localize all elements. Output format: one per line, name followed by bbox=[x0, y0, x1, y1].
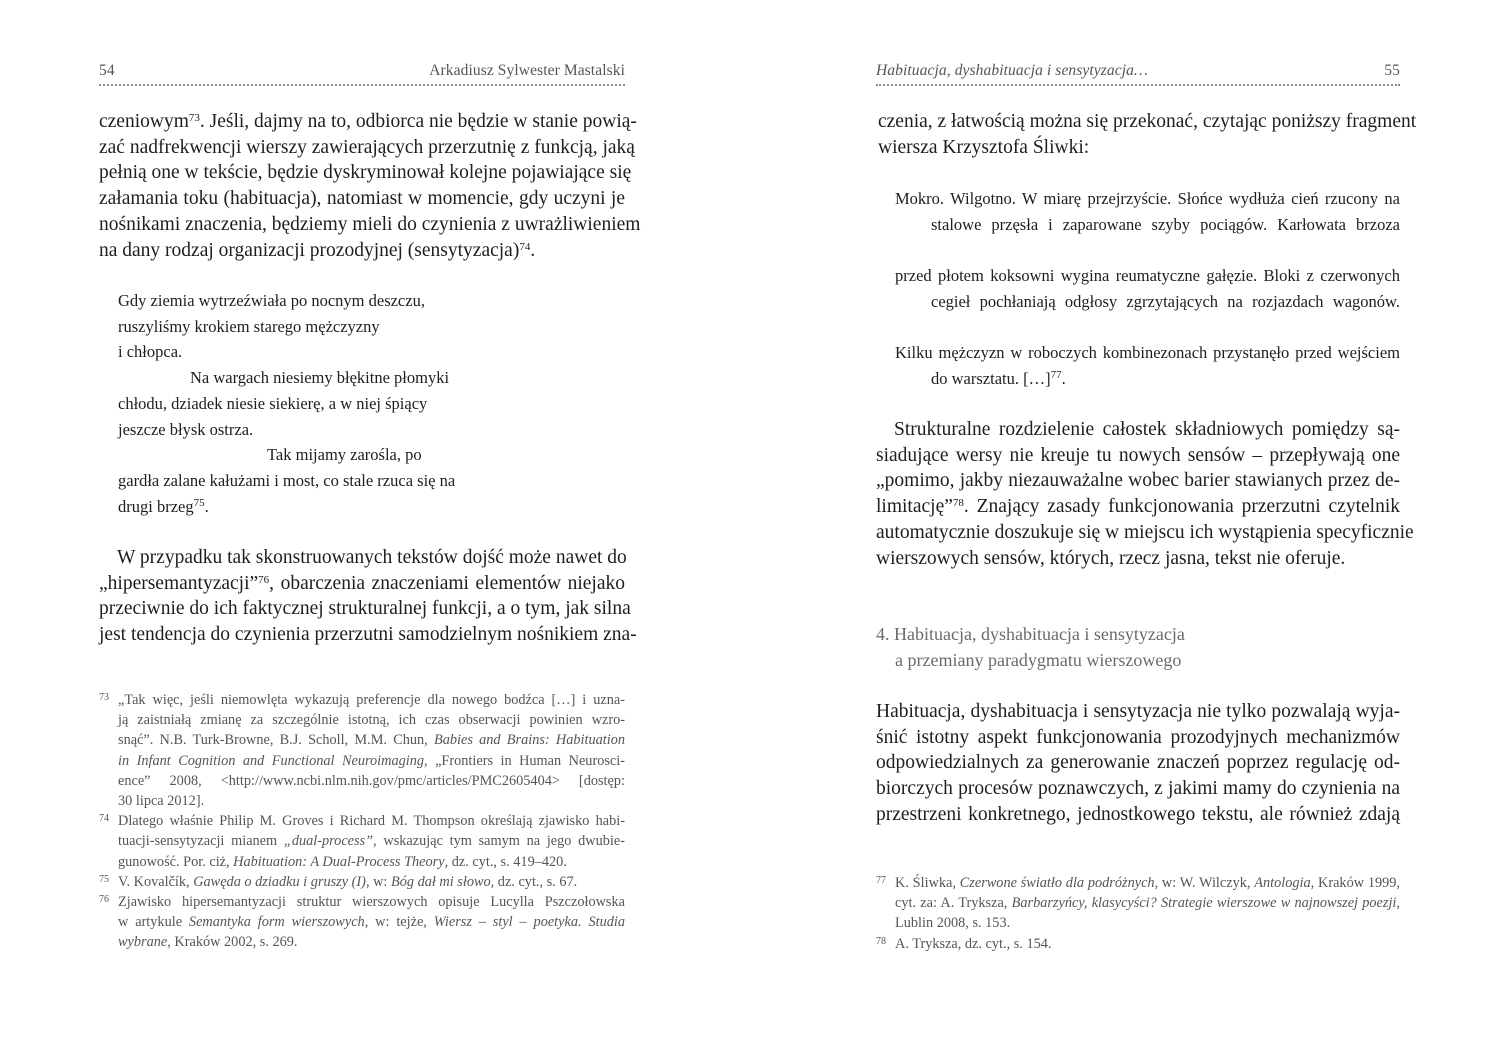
footnote-ref: 76 bbox=[258, 573, 270, 586]
text-line: automatycznie doszukuje się w miejscu ich wystąpienia specyficznie bbox=[876, 521, 1414, 543]
verse-quote bbox=[895, 186, 1400, 417]
footnote-ref: 78 bbox=[952, 497, 964, 510]
poem-line: Gdy ziemia wytrzeźwiała po nocnym deszczu, bbox=[118, 291, 425, 310]
page-number: 55 bbox=[1384, 62, 1400, 79]
verse-stanza: przed płotem koksowni wygina reumatyczne gałęzie. Bloki z czerwonych cegieł pochłaniają odgłosy zgrzytających na rozjazdach wagonów. bbox=[895, 266, 1400, 311]
footnote-ref: 77 bbox=[1050, 368, 1062, 381]
text-line: czenia, z łatwością można się przekonać, czytając poniższy fragment bbox=[878, 111, 1417, 132]
footnote-78: 78 A. Tryksza, dz. cyt., s. 154. bbox=[876, 935, 1052, 952]
text-line: zać nadfrekwencji wierszy zawierających przerzutnię z funkcją, jaką bbox=[99, 136, 635, 158]
paragraph-2 bbox=[876, 417, 1414, 571]
text-line: limitację”$^{78}$. Znający zasady funkcjonowania przerzutni czytelnik bbox=[876, 496, 1400, 518]
verse-stanza: Mokro. Wilgotno. W miarę przejrzyście. Słońce wydłuża cień rzucony na stalowe przęsła i zaparowane szyby pociągów. Karłowata brzoza bbox=[895, 189, 1400, 234]
left-page bbox=[99, 0, 641, 1058]
footnotes-left bbox=[99, 690, 625, 953]
right-page bbox=[876, 0, 1417, 1058]
poem-line: Na wargach niesiemy błękitne płomyki bbox=[190, 368, 450, 388]
text-line: pełnią one w tekście, będzie dyskryminował kolejne pojawiające się bbox=[99, 162, 632, 184]
text-line: siadujące wersy nie kreuje tu nowych sensów – przepływają one bbox=[876, 444, 1400, 466]
footnote-77: 77 K. Śliwka, Czerwone światło dla podróżnych, w: W. Wilczyk, Antologia, Kraków 1999, cyt. za: A. Tryksza, Barbarzyńcy, klasycyści? Strategie wierszowe w najnowszej poezji, Lublin 2008, s. 153. bbox=[876, 875, 1400, 932]
poem-line: jeszcze błysk ostrza. bbox=[118, 419, 254, 439]
text-line: „pomimo, jakby niezauważalne wobec barier stawianych przez de- bbox=[876, 470, 1400, 492]
text-line: Habituacja, dyshabituacja i sensytyzacja nie tylko pozwalają wyja- bbox=[876, 701, 1400, 722]
text-line: przeciwnie do ich faktycznej strukturalnej funkcji, a o tym, jak silna bbox=[99, 598, 631, 620]
footnote-73: 73 „Tak więc, jeśli niemowlęta wykazują preferencje dla nowego bodźca […] i uzna- ją zaistniałą zmianę za szczególnie istotną, ich czas obserwacji powinien wzro- snąć”. N.B. Turk-Browne, B.J. Scholl, M.M. Chun, Babies and Brains: Habituation in Infant Cognition and Functional Neuroimaging, „Frontiers in Human Neurosci- ence” 2008, <http://www.ncbi.nlm.nih.gov/pmc/articles/PMC2605404> [dostęp: 30 lipca 2012]. bbox=[99, 692, 625, 810]
running-title: Habituacja, dyshabituacja i sensytyzacja… bbox=[876, 62, 1148, 79]
paragraph-1 bbox=[876, 109, 1417, 160]
paragraph-3 bbox=[876, 699, 1400, 828]
footnote-75: 75 V. Kovalčík, Gawęda o dziadku i gruszy (I), w: Bóg dał mi słowo, dz. cyt., s. 67. bbox=[99, 873, 578, 890]
poem-line: i chłopca. bbox=[118, 342, 183, 362]
page-number: 54 bbox=[99, 62, 115, 79]
running-head-right bbox=[876, 62, 1400, 86]
footnote-ref: 73 bbox=[188, 112, 200, 124]
text-line: wiersza Krzysztofa Śliwki: bbox=[878, 136, 1090, 158]
text-line: biorczych procesów poznawczych, z jakimi mamy do czynienia na bbox=[876, 778, 1400, 800]
paragraph-2 bbox=[99, 545, 637, 648]
text-line: Strukturalne rozdzielenie całostek składniowych pomiędzy są- bbox=[894, 419, 1400, 440]
text-line: W przypadku tak skonstruowanych tekstów dojść może nawet do bbox=[117, 547, 627, 568]
poem-line: gardła zalane kałużami i most, co stale rzuca się na bbox=[118, 470, 456, 490]
footnote-76: 76 Zjawisko hipersemantyzacji struktur wierszowych opisuje Lucylla Pszczołowska w artykule Semantyka form wierszowych, w: tejże, Wiersz – styl – poetyka. Studia wybrane, Kraków 2002, s. 269. bbox=[99, 894, 625, 951]
text-line: jest tendencja do czynienia przerzutni samodzielnym nośnikiem zna- bbox=[99, 624, 637, 646]
text-line: przestrzeni konkretnego, jednostkowego tekstu, ale również zdają bbox=[876, 803, 1400, 825]
text-line: czeniowym$^{73}$. Jeśli, dajmy na to, odbiorca nie będzie w stanie powią- bbox=[99, 111, 637, 132]
poem-line: chłodu, dziadek niesie siekierę, a w niej śpiący bbox=[118, 393, 428, 413]
running-head-left bbox=[99, 62, 625, 86]
paragraph-1 bbox=[99, 109, 641, 263]
text-line: odpowiedzialnych za generowanie znaczeń poprzez regulację od- bbox=[876, 752, 1400, 774]
poem-line: ruszyliśmy krokiem starego mężczyzny bbox=[118, 316, 380, 336]
footnotes-right bbox=[876, 873, 1400, 954]
text-line: nośnikami znaczenia, będziemy mieli do czynienia z uwrażliwieniem bbox=[99, 213, 641, 235]
text-line: na dany rodzaj organizacji prozodyjnej (sensytyzacja)$^{74}$. bbox=[99, 239, 536, 261]
text-line: śnić istotny aspekt funkcjonowania prozodyjnych mechanizmów bbox=[876, 726, 1400, 748]
poem-quote bbox=[118, 288, 625, 519]
footnote-ref: 75 bbox=[193, 496, 205, 509]
poem-line: drugi brzeg$^{75}$. bbox=[118, 496, 209, 516]
footnote-74: 74 Dlatego właśnie Philip M. Groves i Richard M. Thompson określają zjawisko habi- tuacji-sensytyzacji mianem „dual-process”, wskazując tym samym na jego dwubie- gunowość. Por. ciż, Habituation: A Dual-Process Theory, dz. cyt., s. 419–420. bbox=[99, 813, 625, 870]
text-line: „hipersemantyzacji”$^{76}$, obarczenia znaczeniami elementów niejako bbox=[99, 572, 625, 594]
running-author: Arkadiusz Sylwester Mastalski bbox=[429, 62, 625, 79]
footnote-ref: 74 bbox=[519, 240, 531, 253]
poem-line: Tak mijamy zarośla, po bbox=[267, 445, 422, 465]
text-line: załamania toku (habituacja), natomiast w momencie, gdy uczyni je bbox=[99, 188, 625, 210]
section-heading: 4. Habituacja, dyshabituacja i sensytyzacja a przemiany paradygmatu wierszowego bbox=[876, 624, 1185, 670]
verse-stanza: Kilku mężczyzn w roboczych kombinezonach przystanęło przed wejściem do warsztatu. […]$^{77}$. bbox=[895, 343, 1400, 388]
text-line: wierszowych sensów, których, rzecz jasna, tekst nie oferuje. bbox=[876, 547, 1346, 569]
